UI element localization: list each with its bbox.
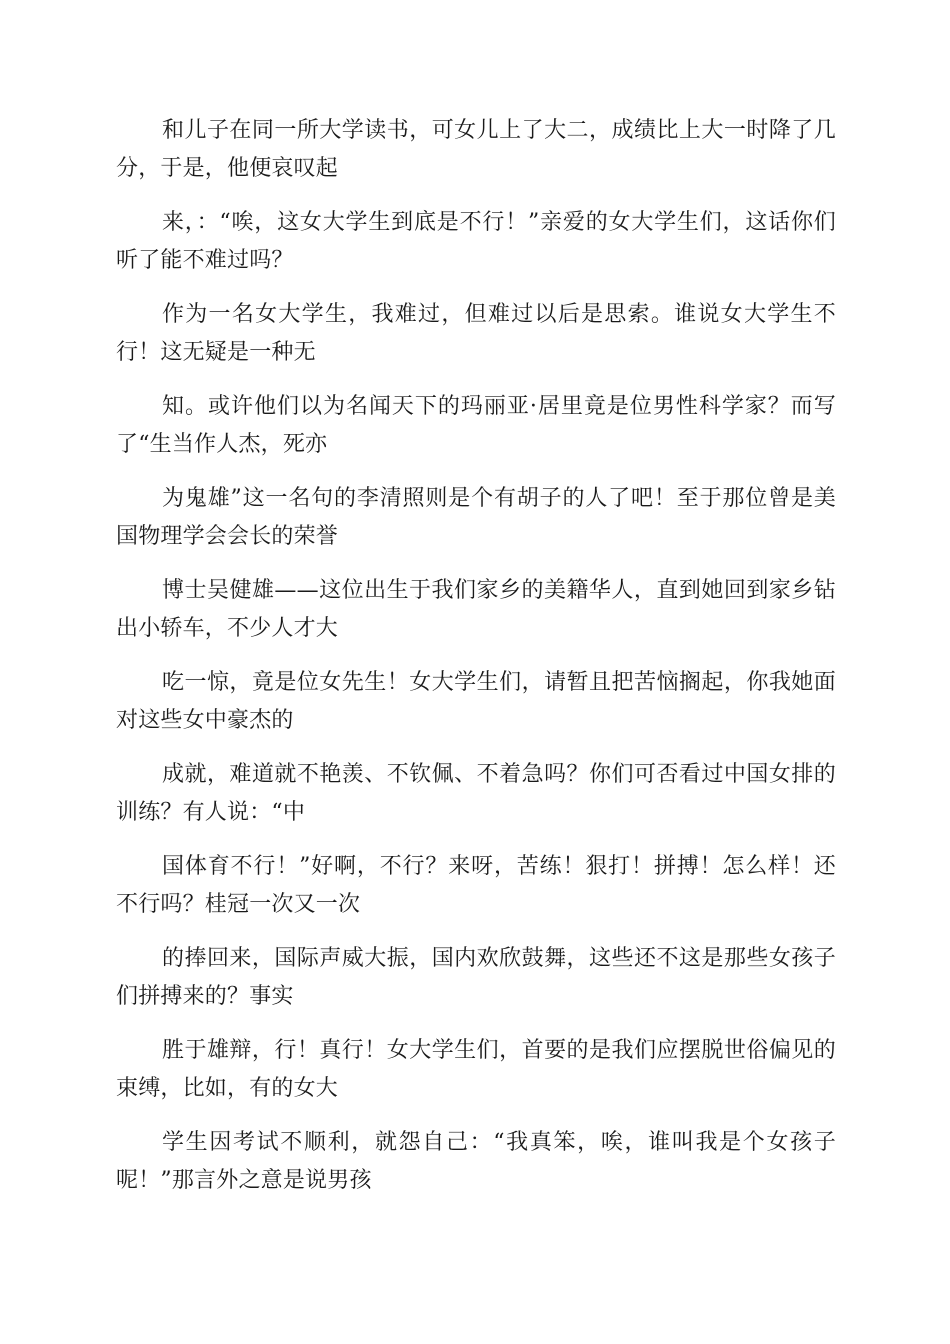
paragraph-3: 作为一名女大学生，我难过，但难过以后是思索。谁说女大学生不行！这无疑是一种无 — [116, 302, 836, 365]
paragraph-5: 为鬼雄”这一名句的李清照则是个有胡子的人了吧！至于那位曾是美国物理学会会长的荣誉 — [116, 486, 836, 549]
paragraph-1: 和儿子在同一所大学读书，可女儿上了大二，成绩比上大一时降了几分，于是，他便哀叹起 — [116, 118, 836, 181]
text-body — [116, 112, 836, 1216]
paragraph-2: 来，：“唉，这女大学生到底是不行！”亲爱的女大学生们，这话你们听了能不难过吗？ — [116, 210, 836, 273]
paragraph-11: 胜于雄辩，行！真行！女大学生们，首要的是我们应摆脱世俗偏见的束缚，比如，有的女大 — [116, 1038, 836, 1101]
paragraph-7: 吃一惊，竟是位女先生！女大学生们，请暂且把苦恼搁起，你我她面对这些女中豪杰的 — [116, 670, 836, 733]
paragraph-6: 博士吴健雄——这位出生于我们家乡的美籍华人，直到她回到家乡钻出小轿车，不少人才大 — [116, 578, 836, 641]
paragraph-12: 学生因考试不顺利，就怨自己：“我真笨，唉，谁叫我是个女孩子呢！”那言外之意是说男孩 — [116, 1130, 836, 1193]
paragraph-8: 成就，难道就不艳羡、不钦佩、不着急吗？你们可否看过中国女排的训练？有人说：“中 — [116, 762, 836, 825]
paragraph-9: 国体育不行！”好啊，不行？来呀，苦练！狠打！拼搏！怎么样！还不行吗？桂冠一次又一次 — [116, 854, 836, 917]
paragraph-10: 的捧回来，国际声威大振，国内欢欣鼓舞，这些还不这是那些女孩子们拼搏来的？事实 — [116, 946, 836, 1009]
paragraph-4: 知。或许他们以为名闻天下的玛丽亚·居里竟是位男性科学家？而写了“生当作人杰，死亦 — [116, 394, 836, 457]
